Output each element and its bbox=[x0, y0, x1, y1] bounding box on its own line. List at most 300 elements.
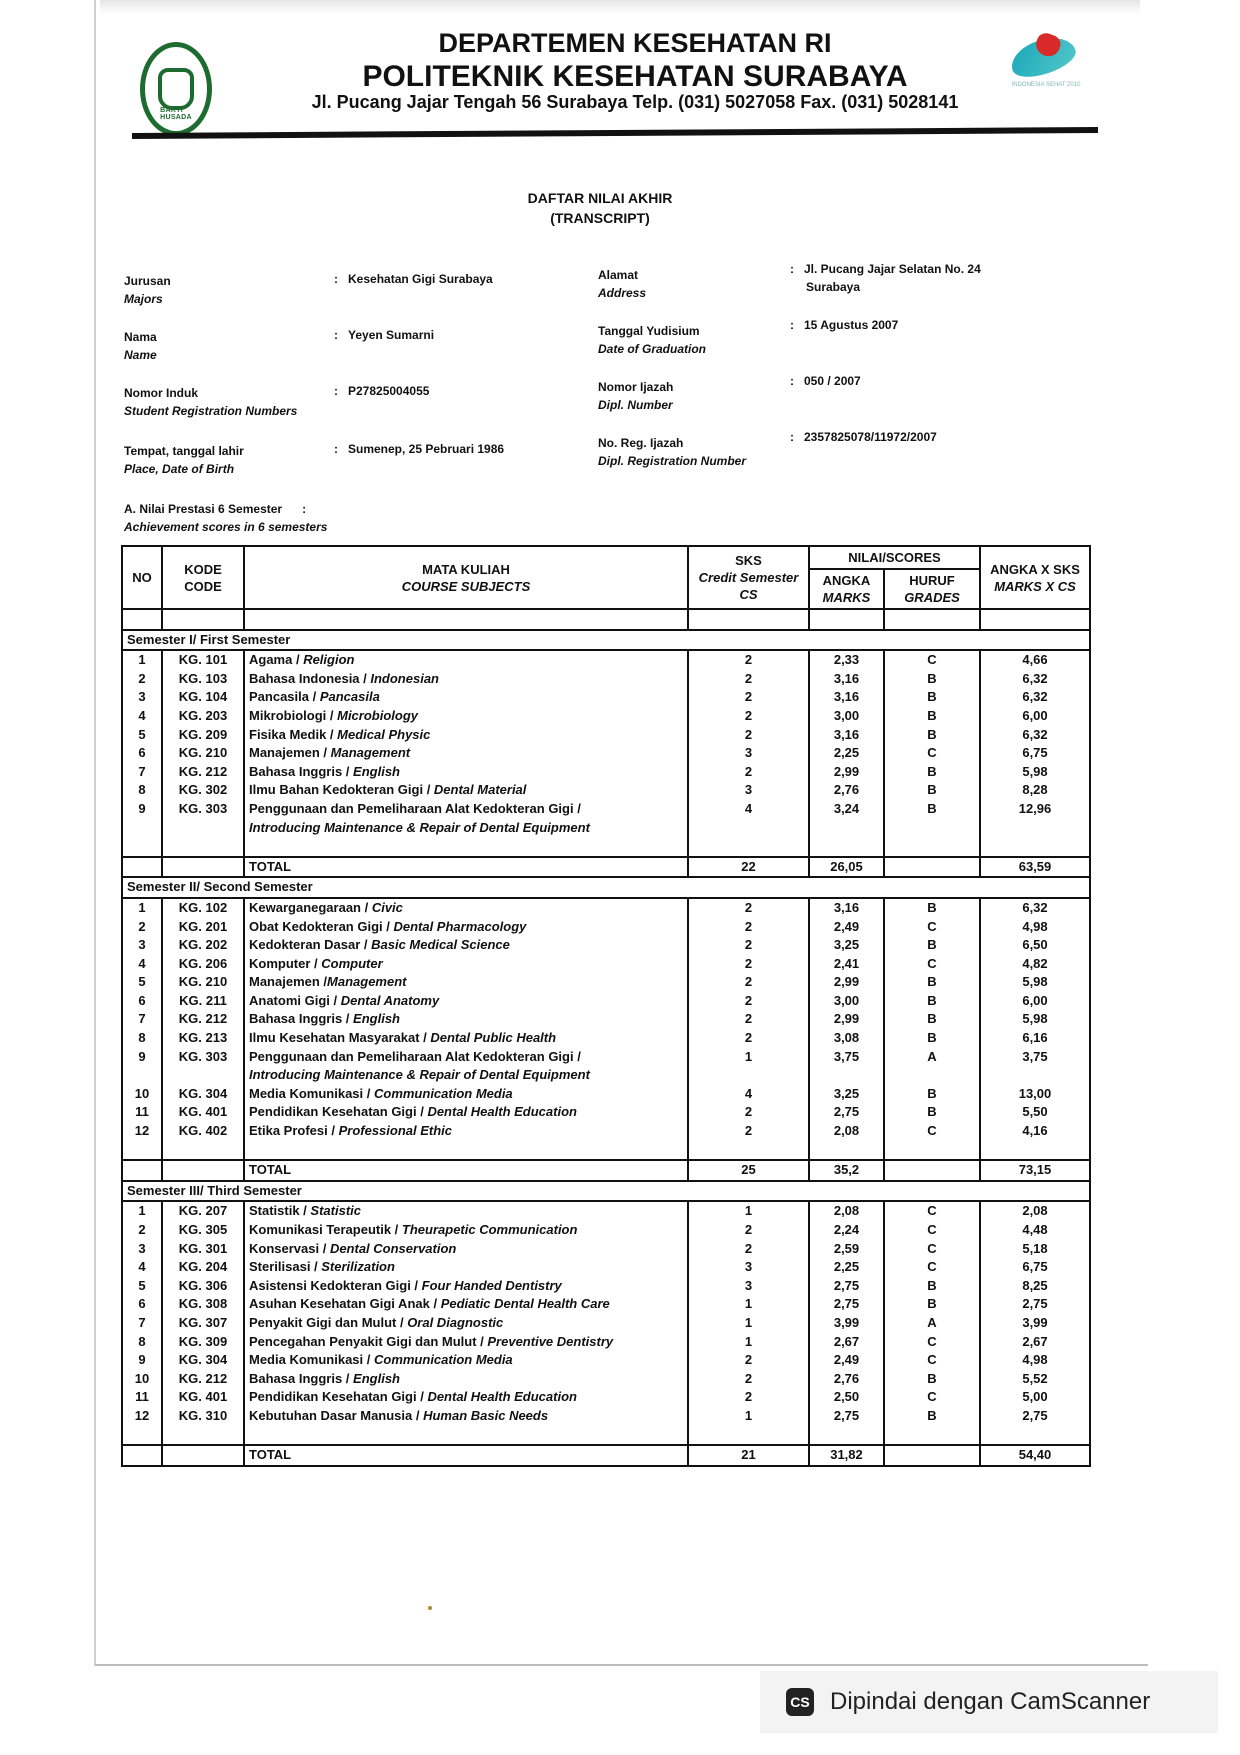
row-no bbox=[122, 819, 162, 838]
row-no: 3 bbox=[122, 688, 162, 707]
row-subject: Sterilisasi / Sterilization bbox=[244, 1258, 688, 1277]
row-code: KG. 209 bbox=[162, 726, 244, 745]
row-grade bbox=[884, 819, 980, 838]
total-marks: 26,05 bbox=[809, 857, 884, 878]
row-marks-x-cs: 5,18 bbox=[980, 1240, 1090, 1259]
row-marks-x-cs: 13,00 bbox=[980, 1085, 1090, 1104]
total-label: TOTAL bbox=[244, 1445, 688, 1466]
total-credit: 21 bbox=[688, 1445, 809, 1466]
row-marks: 3,00 bbox=[809, 707, 884, 726]
row-grade: B bbox=[884, 800, 980, 819]
row-no: 8 bbox=[122, 781, 162, 800]
info-right-1: Tanggal Yudisium Date of Graduation bbox=[598, 324, 707, 356]
row-marks: 2,33 bbox=[809, 650, 884, 670]
row-no: 4 bbox=[122, 1258, 162, 1277]
table-row bbox=[122, 1370, 1090, 1389]
table-row bbox=[122, 1103, 1090, 1122]
info-left-value-2: : P27825004055 bbox=[334, 384, 430, 398]
row-grade: B bbox=[884, 1103, 980, 1122]
col-marks-x-cs: ANGKA X SKS MARKS X CS bbox=[980, 546, 1090, 609]
row-subject: Penggunaan dan Pemeliharaan Alat Kedokteran Gigi / bbox=[244, 1048, 688, 1067]
row-subject: Bahasa Inggris / English bbox=[244, 763, 688, 782]
total-credit: 22 bbox=[688, 857, 809, 878]
row-no: 12 bbox=[122, 1122, 162, 1141]
row-marks-x-cs: 5,52 bbox=[980, 1370, 1090, 1389]
info-left-value-0: : Kesehatan Gigi Surabaya bbox=[334, 272, 493, 286]
table-row bbox=[122, 1085, 1090, 1104]
row-no: 2 bbox=[122, 918, 162, 937]
table-row bbox=[122, 726, 1090, 745]
row-grade: A bbox=[884, 1314, 980, 1333]
row-credit: 3 bbox=[688, 781, 809, 800]
header-ministry: DEPARTEMEN KESEHATAN RI bbox=[438, 28, 832, 58]
col-code: KODE CODE bbox=[162, 546, 244, 609]
row-subject: Media Komunikasi / Communication Media bbox=[244, 1085, 688, 1104]
row-marks: 3,16 bbox=[809, 670, 884, 689]
row-marks-x-cs: 6,32 bbox=[980, 670, 1090, 689]
row-code: KG. 101 bbox=[162, 650, 244, 670]
row-credit: 2 bbox=[688, 1370, 809, 1389]
row-marks: 2,08 bbox=[809, 1201, 884, 1221]
row-code: KG. 210 bbox=[162, 744, 244, 763]
row-no: 9 bbox=[122, 800, 162, 819]
total-blank-no bbox=[122, 857, 162, 878]
row-credit bbox=[688, 1066, 809, 1085]
row-subject: Introducing Maintenance & Repair of Dental Equipment bbox=[244, 1066, 688, 1085]
row-credit: 2 bbox=[688, 1103, 809, 1122]
row-code: KG. 308 bbox=[162, 1295, 244, 1314]
scan-speck bbox=[428, 1606, 432, 1610]
row-marks: 3,25 bbox=[809, 936, 884, 955]
row-subject: Pendidikan Kesehatan Gigi / Dental Health Education bbox=[244, 1388, 688, 1407]
row-subject: Manajemen /Management bbox=[244, 973, 688, 992]
row-marks-x-cs bbox=[980, 1066, 1090, 1085]
row-no: 3 bbox=[122, 936, 162, 955]
table-row bbox=[122, 1351, 1090, 1370]
row-no: 5 bbox=[122, 1277, 162, 1296]
row-code: KG. 309 bbox=[162, 1333, 244, 1352]
row-marks: 3,99 bbox=[809, 1314, 884, 1333]
row-marks: 2,50 bbox=[809, 1388, 884, 1407]
table-row bbox=[122, 992, 1090, 1011]
row-grade: A bbox=[884, 1048, 980, 1067]
row-subject: Introducing Maintenance & Repair of Dental Equipment bbox=[244, 819, 688, 838]
scan-edge bbox=[100, 0, 1140, 14]
table-row bbox=[122, 763, 1090, 782]
row-marks: 2,49 bbox=[809, 1351, 884, 1370]
row-marks-x-cs: 2,75 bbox=[980, 1407, 1090, 1426]
row-no: 7 bbox=[122, 763, 162, 782]
total-row bbox=[122, 1445, 1090, 1466]
row-marks-x-cs: 5,98 bbox=[980, 973, 1090, 992]
row-no: 12 bbox=[122, 1407, 162, 1426]
row-marks-x-cs: 3,75 bbox=[980, 1048, 1090, 1067]
row-marks-x-cs: 5,98 bbox=[980, 1010, 1090, 1029]
row-credit: 2 bbox=[688, 1351, 809, 1370]
row-no: 10 bbox=[122, 1085, 162, 1104]
row-marks: 2,76 bbox=[809, 1370, 884, 1389]
row-marks-x-cs: 6,32 bbox=[980, 688, 1090, 707]
row-marks: 2,76 bbox=[809, 781, 884, 800]
row-subject: Konservasi / Dental Conservation bbox=[244, 1240, 688, 1259]
row-marks-x-cs: 2,75 bbox=[980, 1295, 1090, 1314]
row-marks bbox=[809, 1066, 884, 1085]
row-code: KG. 203 bbox=[162, 707, 244, 726]
row-marks-x-cs: 6,75 bbox=[980, 744, 1090, 763]
row-grade: B bbox=[884, 763, 980, 782]
row-marks-x-cs: 4,48 bbox=[980, 1221, 1090, 1240]
table-row bbox=[122, 781, 1090, 800]
row-marks-x-cs: 6,00 bbox=[980, 992, 1090, 1011]
row-subject: Bahasa Inggris / English bbox=[244, 1010, 688, 1029]
row-code: KG. 202 bbox=[162, 936, 244, 955]
row-code: KG. 306 bbox=[162, 1277, 244, 1296]
row-marks: 2,49 bbox=[809, 918, 884, 937]
row-credit: 2 bbox=[688, 1029, 809, 1048]
row-no: 8 bbox=[122, 1029, 162, 1048]
row-code bbox=[162, 819, 244, 838]
info-right-value-1: : 15 Agustus 2007 bbox=[790, 318, 899, 332]
row-marks-x-cs: 5,98 bbox=[980, 763, 1090, 782]
table-row bbox=[122, 936, 1090, 955]
total-row bbox=[122, 857, 1090, 878]
row-grade bbox=[884, 1066, 980, 1085]
row-credit: 2 bbox=[688, 1010, 809, 1029]
table-row bbox=[122, 707, 1090, 726]
info-left-value-3: : Sumenep, 25 Pebruari 1986 bbox=[334, 442, 505, 456]
row-credit: 2 bbox=[688, 973, 809, 992]
row-code: KG. 102 bbox=[162, 898, 244, 918]
table-row bbox=[122, 744, 1090, 763]
row-grade: C bbox=[884, 1333, 980, 1352]
row-no: 11 bbox=[122, 1103, 162, 1122]
row-marks: 2,25 bbox=[809, 1258, 884, 1277]
row-credit: 2 bbox=[688, 650, 809, 670]
row-no: 2 bbox=[122, 670, 162, 689]
title-en: (TRANSCRIPT) bbox=[550, 210, 650, 226]
total-label: TOTAL bbox=[244, 857, 688, 878]
row-marks: 3,00 bbox=[809, 992, 884, 1011]
row-no: 9 bbox=[122, 1048, 162, 1067]
row-marks: 2,59 bbox=[809, 1240, 884, 1259]
row-marks-x-cs: 4,16 bbox=[980, 1122, 1090, 1141]
table-row bbox=[122, 800, 1090, 819]
row-grade: B bbox=[884, 1370, 980, 1389]
row-credit: 3 bbox=[688, 1258, 809, 1277]
row-marks: 2,41 bbox=[809, 955, 884, 974]
row-subject: Asistensi Kedokteran Gigi / Four Handed Dentistry bbox=[244, 1277, 688, 1296]
row-credit: 2 bbox=[688, 726, 809, 745]
table-row bbox=[122, 1314, 1090, 1333]
row-no: 1 bbox=[122, 650, 162, 670]
row-marks: 2,08 bbox=[809, 1122, 884, 1141]
section-label-en: Achievement scores in 6 semesters bbox=[124, 520, 328, 534]
row-no: 5 bbox=[122, 726, 162, 745]
row-credit: 2 bbox=[688, 1388, 809, 1407]
row-no: 6 bbox=[122, 1295, 162, 1314]
row-subject: Asuhan Kesehatan Gigi Anak / Pediatic Dental Health Care bbox=[244, 1295, 688, 1314]
row-no bbox=[122, 1066, 162, 1085]
transcript-table bbox=[121, 545, 1091, 1467]
row-marks: 2,75 bbox=[809, 1407, 884, 1426]
row-marks-x-cs: 6,00 bbox=[980, 707, 1090, 726]
table-row bbox=[122, 1295, 1090, 1314]
row-credit: 3 bbox=[688, 1277, 809, 1296]
row-code: KG. 104 bbox=[162, 688, 244, 707]
total-blank-no bbox=[122, 1160, 162, 1181]
semester-title: Semester I/ First Semester bbox=[122, 630, 1090, 651]
table-row bbox=[122, 1122, 1090, 1141]
semester-header bbox=[122, 630, 1090, 651]
row-marks-x-cs: 8,28 bbox=[980, 781, 1090, 800]
total-blank-code bbox=[162, 1445, 244, 1466]
row-code: KG. 307 bbox=[162, 1314, 244, 1333]
row-subject: Statistik / Statistic bbox=[244, 1201, 688, 1221]
table-row bbox=[122, 1201, 1090, 1221]
row-grade: B bbox=[884, 1010, 980, 1029]
document-title bbox=[480, 188, 720, 228]
info-left-2: Nomor Induk Student Registration Numbers bbox=[124, 386, 298, 418]
row-credit bbox=[688, 819, 809, 838]
row-marks-x-cs: 4,82 bbox=[980, 955, 1090, 974]
row-code: KG. 304 bbox=[162, 1085, 244, 1104]
row-no: 6 bbox=[122, 744, 162, 763]
row-marks-x-cs: 12,96 bbox=[980, 800, 1090, 819]
table-row bbox=[122, 819, 1090, 838]
info-right-2: Nomor Ijazah Dipl. Number bbox=[598, 380, 674, 412]
row-marks-x-cs: 4,98 bbox=[980, 918, 1090, 937]
row-grade: C bbox=[884, 1388, 980, 1407]
row-grade: C bbox=[884, 1201, 980, 1221]
row-code: KG. 401 bbox=[162, 1388, 244, 1407]
row-code: KG. 302 bbox=[162, 781, 244, 800]
info-left-0: Jurusan Majors bbox=[124, 274, 171, 306]
row-no: 5 bbox=[122, 973, 162, 992]
row-grade: B bbox=[884, 688, 980, 707]
row-marks-x-cs: 2,67 bbox=[980, 1333, 1090, 1352]
row-marks-x-cs bbox=[980, 819, 1090, 838]
row-credit: 1 bbox=[688, 1314, 809, 1333]
row-no: 10 bbox=[122, 1370, 162, 1389]
semester-header bbox=[122, 1181, 1090, 1202]
total-marks: 31,82 bbox=[809, 1445, 884, 1466]
total-row bbox=[122, 1160, 1090, 1181]
row-subject: Ilmu Bahan Kedokteran Gigi / Dental Material bbox=[244, 781, 688, 800]
table-row bbox=[122, 1258, 1090, 1277]
col-marks: ANGKA MARKS bbox=[809, 569, 884, 609]
title-id: DAFTAR NILAI AKHIR bbox=[527, 190, 673, 206]
row-code: KG. 212 bbox=[162, 763, 244, 782]
row-grade: B bbox=[884, 973, 980, 992]
row-marks-x-cs: 4,98 bbox=[980, 1351, 1090, 1370]
row-subject: Komunikasi Terapeutik / Theurapetic Communication bbox=[244, 1221, 688, 1240]
row-subject: Fisika Medik / Medical Physic bbox=[244, 726, 688, 745]
total-blank-code bbox=[162, 857, 244, 878]
row-grade: C bbox=[884, 1221, 980, 1240]
ministry-logo-icon: BAKTI HUSADA bbox=[140, 42, 212, 136]
info-left-value-1: : Yeyen Sumarni bbox=[334, 328, 435, 342]
row-no: 7 bbox=[122, 1010, 162, 1029]
row-grade: B bbox=[884, 707, 980, 726]
row-marks-x-cs: 6,75 bbox=[980, 1258, 1090, 1277]
total-label: TOTAL bbox=[244, 1160, 688, 1181]
total-blank-grade bbox=[884, 857, 980, 878]
row-subject: Pancasila / Pancasila bbox=[244, 688, 688, 707]
row-subject: Kedokteran Dasar / Basic Medical Science bbox=[244, 936, 688, 955]
row-marks bbox=[809, 819, 884, 838]
row-code: KG. 213 bbox=[162, 1029, 244, 1048]
row-subject: Anatomi Gigi / Dental Anatomy bbox=[244, 992, 688, 1011]
table-row bbox=[122, 1333, 1090, 1352]
row-marks: 2,99 bbox=[809, 1010, 884, 1029]
row-code: KG. 204 bbox=[162, 1258, 244, 1277]
row-subject: Etika Profesi / Professional Ethic bbox=[244, 1122, 688, 1141]
header-address: Jl. Pucang Jajar Tengah 56 Surabaya Telp. (031) 5027058 Fax. (031) 5028141 bbox=[311, 92, 959, 112]
row-marks: 3,16 bbox=[809, 898, 884, 918]
section-heading: A. Nilai Prestasi 6 Semester : Achievement scores in 6 semesters bbox=[124, 502, 328, 534]
row-no: 8 bbox=[122, 1333, 162, 1352]
row-credit: 1 bbox=[688, 1407, 809, 1426]
row-marks-x-cs: 6,32 bbox=[980, 726, 1090, 745]
row-marks-x-cs: 8,25 bbox=[980, 1277, 1090, 1296]
table-row bbox=[122, 955, 1090, 974]
row-credit: 3 bbox=[688, 744, 809, 763]
row-grade: C bbox=[884, 918, 980, 937]
row-credit: 2 bbox=[688, 1122, 809, 1141]
row-credit: 1 bbox=[688, 1295, 809, 1314]
table-row bbox=[122, 1066, 1090, 1085]
indonesia-sehat-logo-icon: INDONESIA SEHAT 2010 bbox=[1002, 30, 1088, 110]
row-subject: Ilmu Kesehatan Masyarakat / Dental Public Health bbox=[244, 1029, 688, 1048]
row-code: KG. 212 bbox=[162, 1010, 244, 1029]
row-credit: 4 bbox=[688, 1085, 809, 1104]
row-no: 4 bbox=[122, 955, 162, 974]
row-marks-x-cs: 6,16 bbox=[980, 1029, 1090, 1048]
col-credit: SKS Credit Semester CS bbox=[688, 546, 809, 609]
row-no: 4 bbox=[122, 707, 162, 726]
row-grade: C bbox=[884, 744, 980, 763]
table-row bbox=[122, 1277, 1090, 1296]
row-grade: C bbox=[884, 650, 980, 670]
row-credit: 2 bbox=[688, 688, 809, 707]
row-marks: 3,16 bbox=[809, 726, 884, 745]
row-no: 1 bbox=[122, 898, 162, 918]
row-code: KG. 303 bbox=[162, 1048, 244, 1067]
row-credit: 2 bbox=[688, 918, 809, 937]
semester-title: Semester III/ Third Semester bbox=[122, 1181, 1090, 1202]
row-grade: B bbox=[884, 1295, 980, 1314]
row-subject: Kebutuhan Dasar Manusia / Human Basic Needs bbox=[244, 1407, 688, 1426]
row-marks: 3,24 bbox=[809, 800, 884, 819]
table-row bbox=[122, 1029, 1090, 1048]
row-code: KG. 206 bbox=[162, 955, 244, 974]
row-no: 6 bbox=[122, 992, 162, 1011]
row-marks-x-cs: 4,66 bbox=[980, 650, 1090, 670]
table-row bbox=[122, 1388, 1090, 1407]
col-scores: NILAI/SCORES bbox=[809, 546, 980, 569]
camscanner-text: Dipindai dengan CamScanner bbox=[830, 1688, 1151, 1715]
row-marks-x-cs: 2,08 bbox=[980, 1201, 1090, 1221]
table-row bbox=[122, 688, 1090, 707]
row-marks-x-cs: 6,32 bbox=[980, 898, 1090, 918]
row-credit: 2 bbox=[688, 670, 809, 689]
row-grade: C bbox=[884, 1122, 980, 1141]
camscanner-icon: CS bbox=[786, 1688, 814, 1716]
row-subject: Bahasa Inggris / English bbox=[244, 1370, 688, 1389]
row-code: KG. 402 bbox=[162, 1122, 244, 1141]
total-blank-grade bbox=[884, 1160, 980, 1181]
total-marks-x-cs: 63,59 bbox=[980, 857, 1090, 878]
row-subject: Komputer / Computer bbox=[244, 955, 688, 974]
row-code: KG. 301 bbox=[162, 1240, 244, 1259]
row-grade: C bbox=[884, 955, 980, 974]
table-row bbox=[122, 650, 1090, 670]
row-no: 9 bbox=[122, 1351, 162, 1370]
row-grade: B bbox=[884, 670, 980, 689]
row-marks: 3,75 bbox=[809, 1048, 884, 1067]
row-credit: 2 bbox=[688, 763, 809, 782]
row-credit: 2 bbox=[688, 707, 809, 726]
info-left-1: Nama Name bbox=[124, 330, 157, 362]
row-grade: B bbox=[884, 936, 980, 955]
table-row bbox=[122, 670, 1090, 689]
row-credit: 1 bbox=[688, 1048, 809, 1067]
row-code: KG. 210 bbox=[162, 973, 244, 992]
info-right-0: Alamat Address bbox=[598, 268, 647, 300]
table-row bbox=[122, 918, 1090, 937]
total-marks-x-cs: 54,40 bbox=[980, 1445, 1090, 1466]
row-marks: 2,25 bbox=[809, 744, 884, 763]
row-subject: Mikrobiologi / Microbiology bbox=[244, 707, 688, 726]
row-subject: Obat Kedokteran Gigi / Dental Pharmacology bbox=[244, 918, 688, 937]
info-right-3: No. Reg. Ijazah Dipl. Registration Number bbox=[598, 436, 747, 468]
row-subject: Bahasa Indonesia / Indonesian bbox=[244, 670, 688, 689]
table-row bbox=[122, 1221, 1090, 1240]
row-grade: C bbox=[884, 1240, 980, 1259]
row-subject: Media Komunikasi / Communication Media bbox=[244, 1351, 688, 1370]
row-marks: 2,75 bbox=[809, 1295, 884, 1314]
row-grade: B bbox=[884, 1085, 980, 1104]
row-code: KG. 303 bbox=[162, 800, 244, 819]
row-grade: B bbox=[884, 898, 980, 918]
row-grade: C bbox=[884, 1351, 980, 1370]
row-subject: Penggunaan dan Pemeliharaan Alat Kedokteran Gigi / bbox=[244, 800, 688, 819]
semester-header bbox=[122, 877, 1090, 898]
row-credit: 2 bbox=[688, 1221, 809, 1240]
row-credit: 2 bbox=[688, 992, 809, 1011]
info-right-value-3: : 2357825078/11972/2007 bbox=[790, 430, 937, 444]
header-institution: POLITEKNIK KESEHATAN SURABAYA bbox=[362, 60, 908, 93]
row-subject: Pencegahan Penyakit Gigi dan Mulut / Preventive Dentistry bbox=[244, 1333, 688, 1352]
row-grade: C bbox=[884, 1258, 980, 1277]
row-code: KG. 103 bbox=[162, 670, 244, 689]
row-marks-x-cs: 3,99 bbox=[980, 1314, 1090, 1333]
row-subject: Manajemen / Management bbox=[244, 744, 688, 763]
row-marks: 2,99 bbox=[809, 973, 884, 992]
total-blank-no bbox=[122, 1445, 162, 1466]
info-left-3: Tempat, tanggal lahir Place, Date of Birth bbox=[124, 444, 244, 476]
row-subject: Penyakit Gigi dan Mulut / Oral Diagnostic bbox=[244, 1314, 688, 1333]
section-label: A. Nilai Prestasi 6 Semester bbox=[124, 502, 283, 516]
total-marks-x-cs: 73,15 bbox=[980, 1160, 1090, 1181]
row-code: KG. 212 bbox=[162, 1370, 244, 1389]
info-right-value-0: : Jl. Pucang Jajar Selatan No. 24 Surabaya bbox=[790, 262, 981, 294]
row-no: 7 bbox=[122, 1314, 162, 1333]
row-marks-x-cs: 5,00 bbox=[980, 1388, 1090, 1407]
row-code bbox=[162, 1066, 244, 1085]
row-marks: 3,08 bbox=[809, 1029, 884, 1048]
row-credit: 2 bbox=[688, 955, 809, 974]
